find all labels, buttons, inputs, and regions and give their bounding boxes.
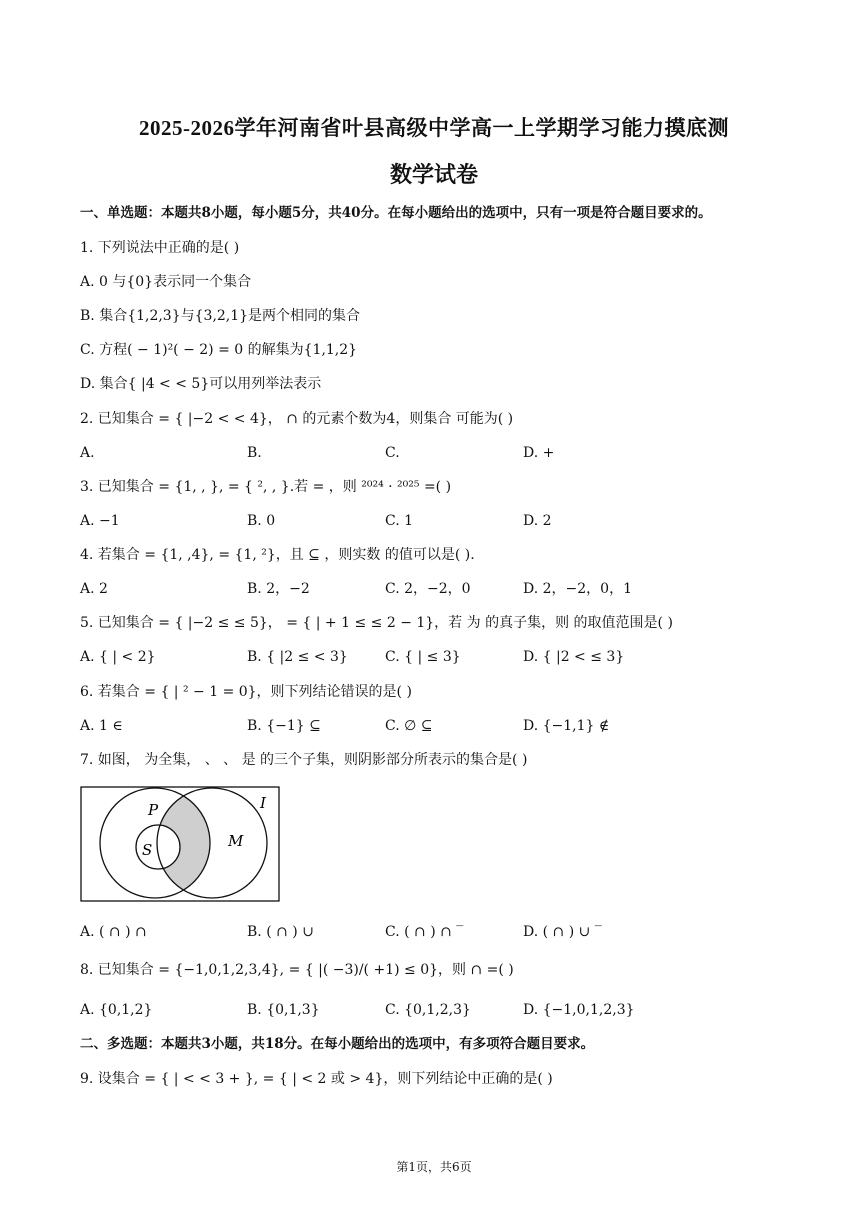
- q1-option-d: D. 集合{ |4 < < 5}可以用列举法表示: [80, 376, 322, 392]
- q6-option-a: A. 1 ∈: [80, 718, 123, 734]
- q7-option-d: D. ( ∩ ) ∪ ‾: [523, 924, 602, 940]
- q1-stem: 1. 下列说法中正确的是( ): [80, 240, 240, 256]
- exam-subtitle: 数学试卷: [389, 162, 478, 187]
- label-p: P: [148, 801, 159, 819]
- q1-option-c: C. 方程( − 1)²( − 2) = 0 的解集为{1,1,2}: [80, 342, 358, 358]
- section-2-heading: 二、多选题：本题共3小题，共18分。在每小题给出的选项中，有多项符合题目要求。: [80, 1036, 595, 1052]
- q2-option-b: B.: [247, 445, 262, 461]
- q9-stem: 9. 设集合 = { | < < 3 + }, = { | < 2 或 > 4}，则下列结论中正确的是( ): [80, 1071, 553, 1087]
- q6-option-c: C. ∅ ⊆: [385, 718, 433, 734]
- q4-stem: 4. 若集合 = {1, ,4}, = {1, ²}，且 ⊆ ，则实数 的值可以是( ).: [80, 547, 475, 563]
- q6-option-d: D. {−1,1} ∉: [523, 718, 610, 734]
- exam-title: 2025-2026学年河南省叶县高级中学高一上学期学习能力摸底测: [139, 116, 729, 140]
- q1-option-b: B. 集合{1,2,3}与{3,2,1}是两个相同的集合: [80, 308, 361, 324]
- q3-option-b: B. 0: [247, 513, 276, 529]
- label-i: I: [260, 794, 266, 812]
- q7-option-a: A. ( ∩ ) ∩: [80, 924, 147, 940]
- q2-option-c: C.: [385, 445, 400, 461]
- venn-diagram: [80, 786, 282, 904]
- label-s: S: [142, 841, 153, 859]
- q3-option-d: D. 2: [523, 513, 552, 529]
- q2-stem: 2. 已知集合 = { |−2 < < 4}， ∩ 的元素个数为4，则集合 可能为( ): [80, 411, 514, 427]
- q5-stem: 5. 已知集合 = { |−2 ≤ ≤ 5}， = { | + 1 ≤ ≤ 2 − 1}，若 为 的真子集，则 的取值范围是( ): [80, 615, 673, 631]
- q7-stem: 7. 如图， 为全集， 、 、 是 的三个子集，则阴影部分所表示的集合是( ): [80, 752, 528, 768]
- q6-option-b: B. {−1} ⊆: [247, 718, 321, 734]
- q3-option-c: C. 1: [385, 513, 414, 529]
- section-1-heading: 一、单选题：本题共8小题，每小题5分，共40分。在每小题给出的选项中，只有一项是符合题目要求的。: [80, 205, 712, 221]
- q5-option-d: D. { |2 < ≤ 3}: [523, 649, 625, 665]
- q8-option-a: A. {0,1,2}: [80, 1002, 153, 1018]
- page-footer: 第1页，共6页: [396, 1160, 472, 1174]
- q6-stem: 6. 若集合 = { | ² − 1 = 0}，则下列结论错误的是( ): [80, 684, 412, 700]
- q3-stem: 3. 已知集合 = {1, , }, = { ², , }.若 = ，则 ²⁰²⁴ · ²⁰²⁵ =( ): [80, 479, 452, 495]
- q8-option-d: D. {−1,0,1,2,3}: [523, 1002, 635, 1018]
- q7-option-b: B. ( ∩ ) ∪: [247, 924, 314, 940]
- q4-option-c: C. 2，−2，0: [385, 581, 471, 597]
- q5-option-a: A. { | < 2}: [80, 649, 156, 665]
- q4-option-d: D. 2，−2，0，1: [523, 581, 632, 597]
- q5-option-c: C. { | ≤ 3}: [385, 649, 461, 665]
- q4-option-a: A. 2: [80, 581, 108, 597]
- q5-option-b: B. { |2 ≤ < 3}: [247, 649, 348, 665]
- q8-stem: 8. 已知集合 = {−1,0,1,2,3,4}, = { |( −3)/( +1) ≤ 0}，则 ∩ =( ): [80, 962, 514, 978]
- q4-option-b: B. 2，−2: [247, 581, 310, 597]
- q1-option-a: A. 0 与{0}表示同一个集合: [80, 274, 252, 290]
- q8-option-c: C. {0,1,2,3}: [385, 1002, 471, 1018]
- q7-option-c: C. ( ∩ ) ∩ ‾: [385, 924, 464, 940]
- q8-option-b: B. {0,1,3}: [247, 1002, 320, 1018]
- label-m: M: [228, 832, 244, 850]
- q2-option-a: A.: [80, 445, 95, 461]
- q3-option-a: A. −1: [80, 513, 120, 529]
- q2-option-d: D. +: [523, 445, 555, 461]
